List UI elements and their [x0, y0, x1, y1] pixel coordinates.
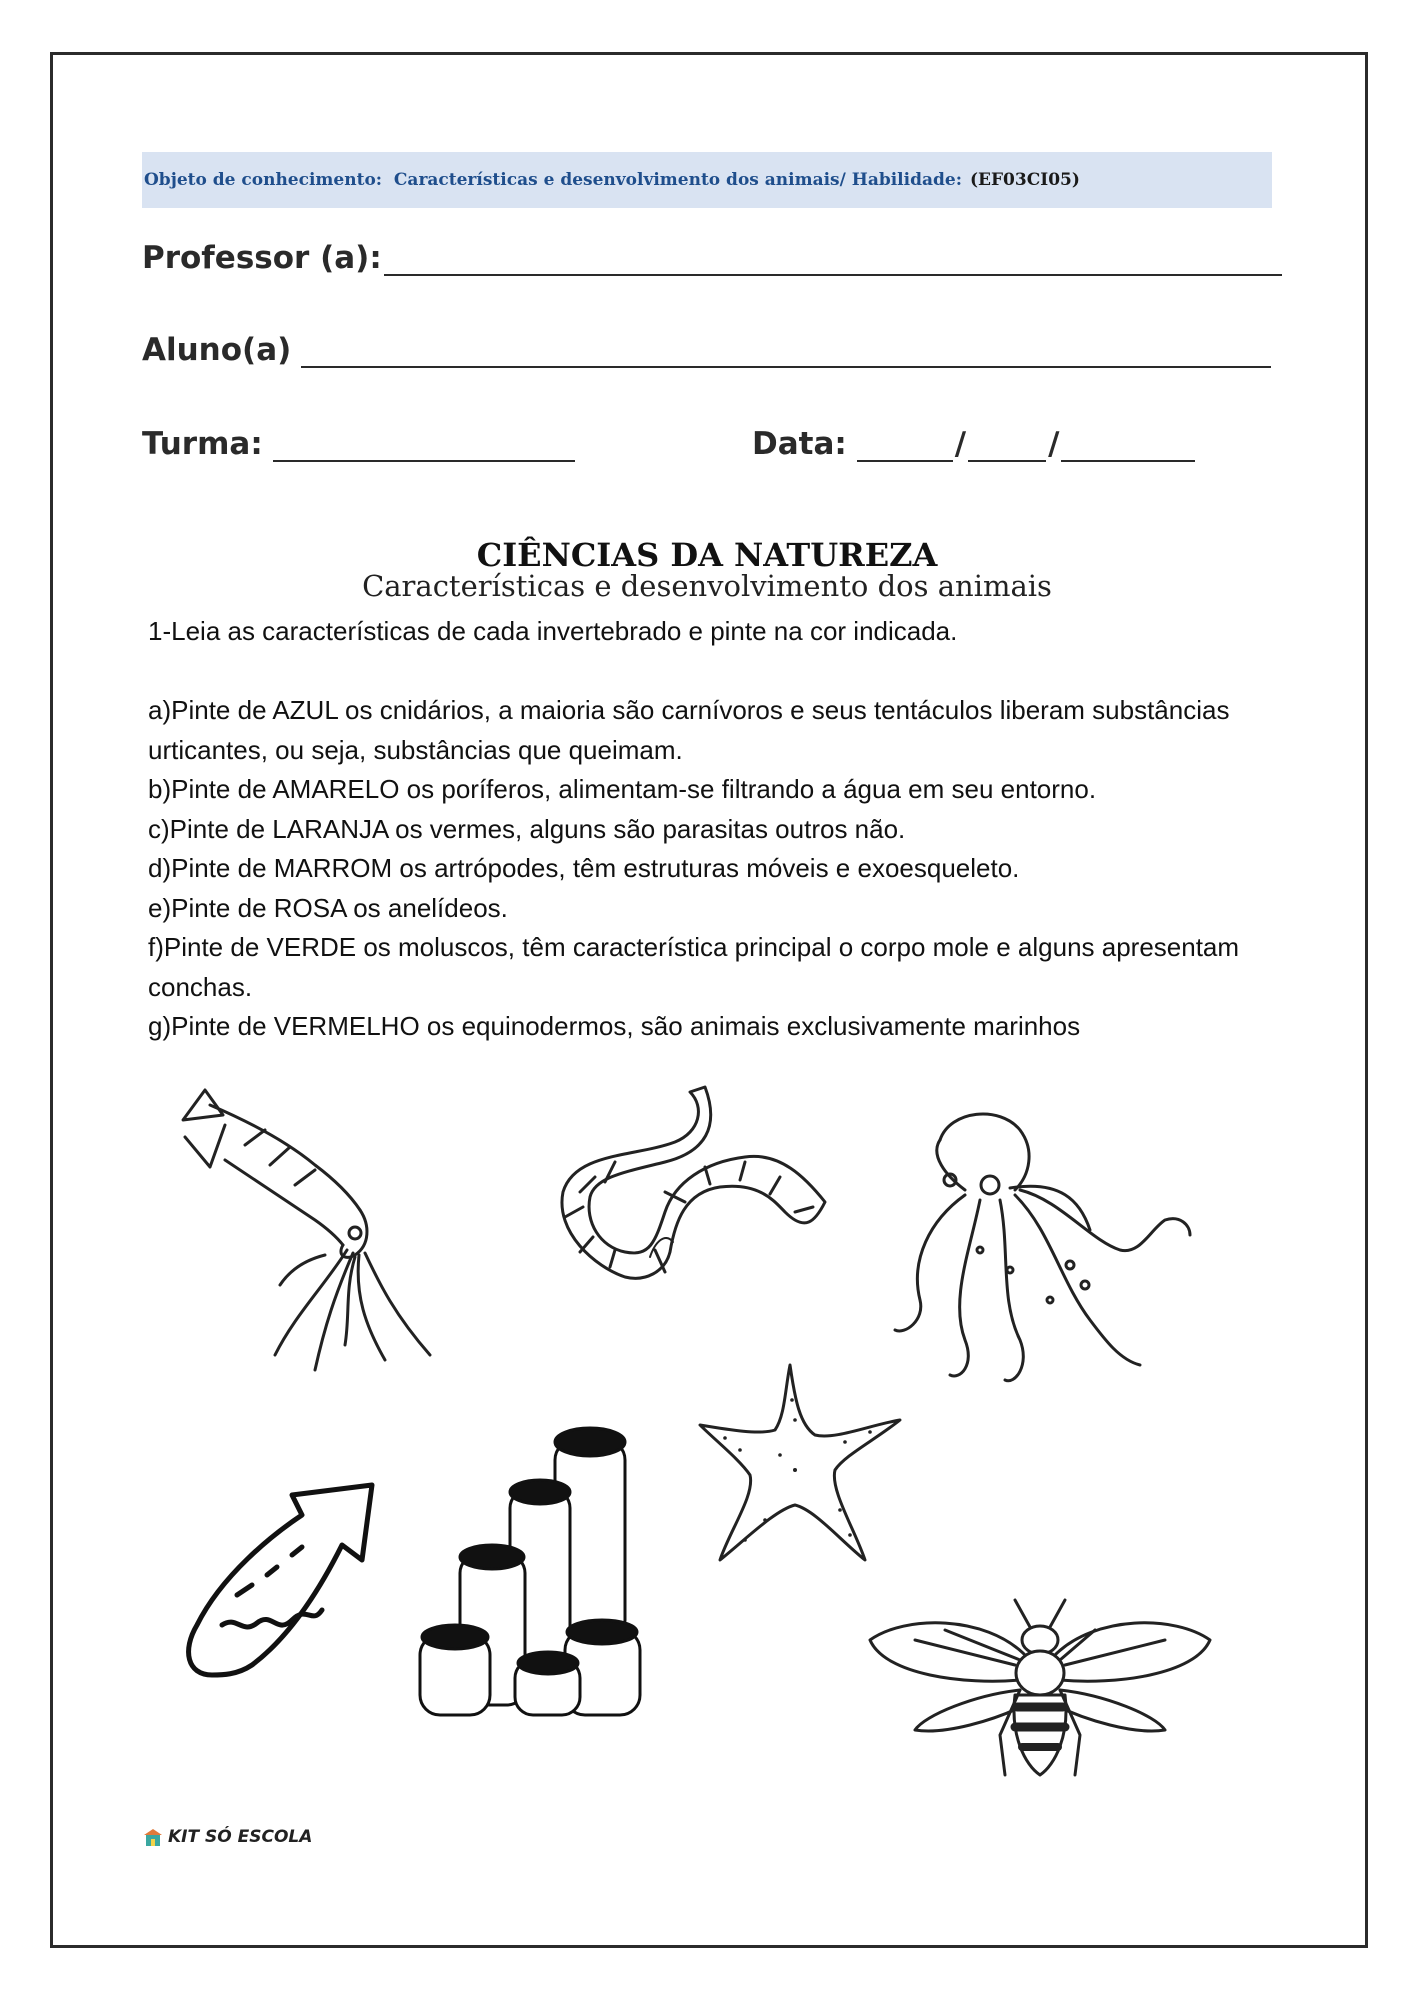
instruction-item-c: c)Pinte de LARANJA os vermes, alguns são parasitas outros não.: [148, 813, 906, 844]
octopus-illustration[interactable]: [890, 1100, 1200, 1410]
skill-code: (EF03CI05): [969, 170, 1080, 190]
date-field: [752, 426, 1195, 462]
teacher-line[interactable]: [384, 244, 1282, 276]
instruction-item-g: g)Pinte de VERMELHO os equinodermos, são animais exclusivamente marinhos: [148, 1011, 1081, 1041]
date-label: Data:: [752, 426, 847, 462]
objective-label: Objeto de conhecimento: Características e desenvolvimento dos animais/ Habilidade:: [144, 170, 962, 190]
date-month-line[interactable]: [968, 430, 1046, 462]
sponge-illustration[interactable]: [415, 1420, 660, 1720]
teacher-label: Professor (a):: [142, 240, 382, 276]
footer-logo: [142, 1826, 312, 1848]
date-year-line[interactable]: [1061, 430, 1195, 462]
class-line[interactable]: [273, 430, 575, 462]
starfish-illustration[interactable]: [695, 1360, 905, 1565]
instruction-item-e: e)Pinte de ROSA os anelídeos.: [148, 892, 508, 923]
date-day-line[interactable]: [857, 430, 953, 462]
footer-brand: KIT SÓ ESCOLA: [168, 1827, 313, 1847]
instruction-item-d: d)Pinte de MARROM os artrópodes, têm estruturas móveis e exoesqueleto.: [148, 853, 1020, 883]
student-line[interactable]: [301, 336, 1271, 368]
objective-banner: [142, 152, 1272, 208]
class-field: [142, 426, 575, 462]
school-logo-icon: [142, 1826, 164, 1848]
bee-illustration[interactable]: [865, 1595, 1215, 1810]
page-title: CIÊNCIAS DA NATUREZA: [476, 536, 938, 574]
flatworm-illustration[interactable]: [182, 1475, 382, 1685]
teacher-field: [142, 240, 1282, 276]
instruction-item-f: f)Pinte de VERDE os moluscos, têm característica principal o corpo mole e alguns apresentam conchas.: [148, 932, 1240, 1002]
student-field: [142, 332, 1271, 368]
date-separator: /: [1048, 426, 1060, 462]
student-label: Aluno(a): [142, 332, 292, 368]
date-separator: /: [954, 426, 967, 462]
instruction-item-a: a)Pinte de AZUL os cnidários, a maioria são carnívoros e seus tentáculos liberam substâncias urticantes, ou seja, substâncias que queimam.: [148, 695, 1230, 765]
instruction-main: 1-Leia as características de cada invertebrado e pinte na cor indicada.: [148, 616, 958, 646]
page-subtitle: Características e desenvolvimento dos animais: [362, 569, 1052, 603]
class-label: Turma:: [142, 426, 263, 462]
squid-illustration[interactable]: [175, 1085, 445, 1375]
instructions: [148, 612, 1248, 1047]
earthworm-illustration[interactable]: [555, 1082, 845, 1292]
instruction-item-b: b)Pinte de AMARELO os poríferos, alimentam-se filtrando a água em seu entorno.: [148, 774, 1097, 804]
